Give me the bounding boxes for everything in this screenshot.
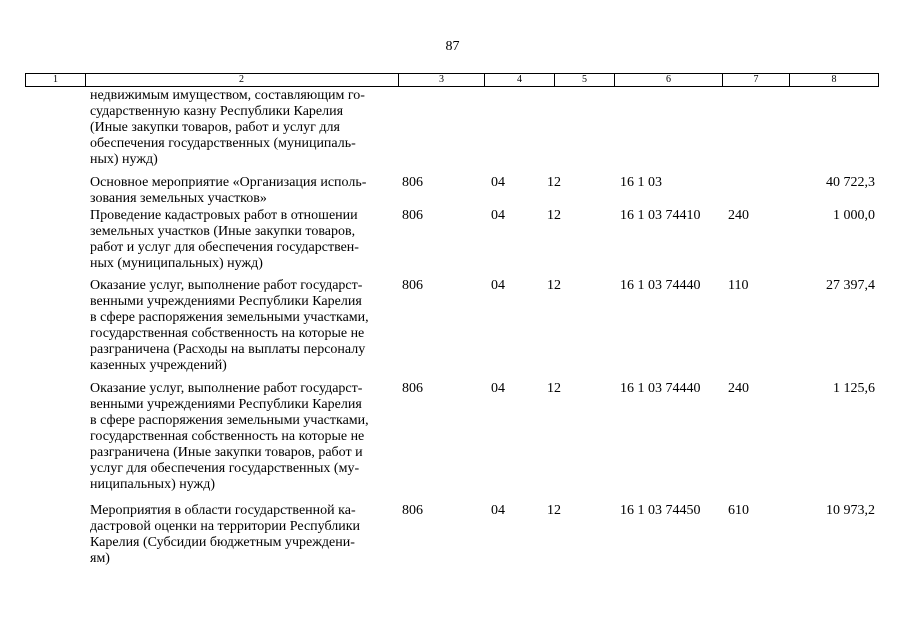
column-header-2: 2 [85,73,399,87]
description-line: ных (муниципальных) нужд) [90,256,263,271]
description-line: дастровой оценки на территории Республики [90,519,361,534]
description-line: в сфере распоряжения земельными участками, [90,310,369,325]
description-line: услуг для обеспечения государственных (му- [90,461,360,476]
page-number: 87 [445,39,460,54]
expense-type-code: 240 [728,208,749,223]
amount: 1 000,0 [833,208,875,223]
column-header-5: 5 [555,73,615,87]
description-line: в сфере распоряжения земельными участками, [90,413,369,428]
description-line: Карелия (Субсидии бюджетным учреждени- [90,535,355,550]
ministry-code: 806 [402,278,423,293]
expense-type-code: 240 [728,381,749,396]
amount: 10 973,2 [826,503,875,518]
target-item-code: 16 1 03 [620,175,662,190]
subsection-code: 12 [547,208,561,223]
section-code: 04 [491,278,505,293]
description-line: Оказание услуг, выполнение работ государст- [90,278,363,293]
expense-type-code: 110 [728,278,749,293]
description-line: недвижимым имуществом, составляющим го- [90,88,365,103]
column-header-6: 6 [615,73,723,87]
row-description [90,208,390,272]
target-item-code: 16 1 03 74440 [620,381,701,396]
description-line: (Иные закупки товаров, работ и услуг для [90,120,340,135]
description-line: ям) [90,551,110,566]
description-line: разграничена (Иные закупки товаров, работ и [90,445,363,460]
column-header-3: 3 [399,73,485,87]
row-description [90,278,390,374]
subsection-code: 12 [547,381,561,396]
column-header-1: 1 [25,73,86,87]
target-item-code: 16 1 03 74410 [620,208,701,223]
description-line: венными учреждениями Республики Карелия [90,397,362,412]
target-item-code: 16 1 03 74440 [620,278,701,293]
expense-type-code: 610 [728,503,749,518]
description-line: работ и услуг для обеспечения государствен- [90,240,359,255]
amount: 27 397,4 [826,278,875,293]
row-description [90,503,390,567]
description-line: Мероприятия в области государственной ка- [90,503,356,518]
column-header-4: 4 [485,73,555,87]
description-line: разграничена (Расходы на выплаты персоналу [90,342,366,357]
description-line: Оказание услуг, выполнение работ государст- [90,381,363,396]
subsection-code: 12 [547,278,561,293]
row-description [90,88,390,168]
description-line: венными учреждениями Республики Карелия [90,294,362,309]
row-description [90,381,390,493]
description-line: сударственную казну Республики Карелия [90,104,344,119]
row-description [90,175,390,207]
column-header-8: 8 [790,73,879,87]
section-code: 04 [491,175,505,190]
ministry-code: 806 [402,503,423,518]
target-item-code: 16 1 03 74450 [620,503,701,518]
ministry-code: 806 [402,381,423,396]
description-line: ных) нужд) [90,152,158,167]
table-header [25,73,879,86]
description-line: Основное мероприятие «Организация исполь- [90,175,367,190]
amount: 1 125,6 [833,381,875,396]
description-line: государственная собственность на которые не [90,429,365,444]
description-line: зования земельных участков» [90,191,267,206]
subsection-code: 12 [547,175,561,190]
ministry-code: 806 [402,208,423,223]
description-line: государственная собственность на которые не [90,326,365,341]
description-line: ниципальных) нужд) [90,477,215,492]
section-code: 04 [491,208,505,223]
ministry-code: 806 [402,175,423,190]
column-header-7: 7 [723,73,790,87]
amount: 40 722,3 [826,175,875,190]
description-line: казенных учреждений) [90,358,227,373]
subsection-code: 12 [547,503,561,518]
description-line: обеспечения государственных (муниципаль- [90,136,356,151]
section-code: 04 [491,381,505,396]
description-line: Проведение кадастровых работ в отношении [90,208,358,223]
description-line: земельных участков (Иные закупки товаров, [90,224,356,239]
section-code: 04 [491,503,505,518]
